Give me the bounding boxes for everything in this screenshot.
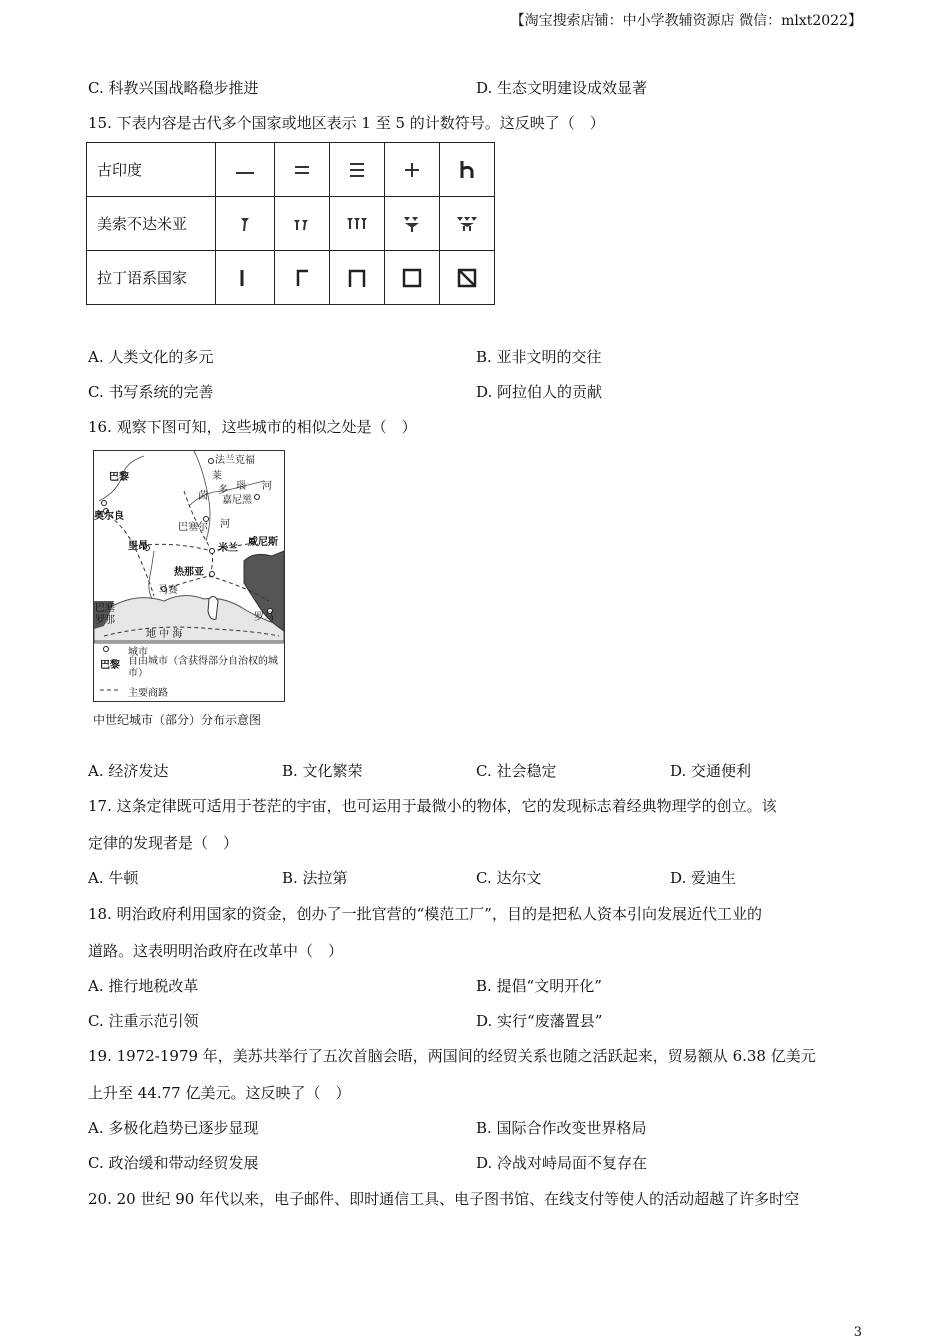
map-label-nao: 瑙 [236,481,246,492]
q16-option-d: D. 交通便利 [670,762,752,780]
row-label: 美索不达米亚 [87,197,216,251]
map-label-milan: 米兰 [218,543,238,554]
table-row [87,197,495,251]
q14-option-c: C. 科教兴国战略稳步推进 [88,79,259,97]
map-label-duo: 多 [218,485,228,496]
row-label: 拉丁语系国家 [87,251,216,305]
wedge-1-glyph [216,197,275,251]
q17-stem-line2: 定律的发现者是（ ） [88,834,239,852]
map-label-frankfurt: 法兰克福 [215,455,255,466]
q17-stem-line1: 17. 这条定律既可适用于苍茫的宇宙，也可运用于最微小的物体，它的发现标志着经典物理学的创立。该 [88,797,777,815]
q19-stem-line1: 19. 1972-1979 年，美苏共举行了五次首脑会晤，两国间的经贸关系也随之活跃起来，贸易额从 6.38 亿美元 [88,1047,816,1065]
legend-free-city-label: 自由城市（含获得部分自治权的城市） [128,656,278,679]
crossed-square-glyph [440,251,495,305]
map-label-rhine: 莱 [212,471,222,482]
map-label-orleans: 奥尔良 [94,511,124,522]
map-label-paris: 巴黎 [109,472,129,483]
q17-option-d: D. 爱迪生 [670,869,737,887]
map-label-regensburg: 嘉尼黑 [222,495,252,506]
q19-option-d: D. 冷战对峙局面不复存在 [476,1154,648,1172]
page-header: 【淘宝搜索店铺：中小学教辅资源店 微信：mlxt2022】 [510,13,862,29]
vertical-bar-glyph [216,251,275,305]
map-label-barcelona: 巴塞罗那 [95,603,115,626]
map-label-rome: 罗马 [254,612,274,623]
q19-stem-line2: 上升至 44.77 亿美元。这反映了（ ） [88,1084,351,1102]
q15-stem: 15. 下表内容是古代多个国家或地区表示 1 至 5 的计数符号。这反映了（ ） [88,114,605,132]
q15-option-b: B. 亚非文明的交往 [476,348,602,366]
q19-option-c: C. 政治缓和带动经贸发展 [88,1154,259,1172]
q16-option-a: A. 经济发达 [88,762,169,780]
q18-stem-line2: 道路。这表明明治政府在改革中（ ） [88,942,344,960]
wedge-4-glyph [385,197,440,251]
q16-stem: 16. 观察下图可知，这些城市的相似之处是（ ） [88,418,417,436]
q18-option-d: D. 实行“废藩置县” [476,1012,603,1030]
map-label-marseille: 马赛 [158,585,178,596]
legend-route-label: 主要商路 [128,688,168,699]
legend-free-sample: 巴黎 [100,660,120,671]
q16-option-c: C. 社会稳定 [476,762,557,780]
q14-option-d: D. 生态文明建设成效显著 [476,79,648,97]
arch-glyph [330,251,385,305]
map-label-genoa: 热那亚 [174,567,204,578]
q15-option-d: D. 阿拉伯人的贡献 [476,383,603,401]
q15-option-a: A. 人类文化的多元 [88,348,214,366]
table-row [87,143,495,197]
map-caption: 中世纪城市（部分）分布示意图 [93,713,262,727]
q18-option-c: C. 注重示范引领 [88,1012,199,1030]
q19-option-b: B. 国际合作改变世界格局 [476,1119,647,1137]
wedge-3-glyph [330,197,385,251]
map-label-basel: 巴塞尔 [178,522,208,533]
legend-city-label: 城市 [128,647,148,658]
wedge-2-glyph [275,197,330,251]
one-bar-glyph [216,143,275,197]
row-label: 古印度 [87,143,216,197]
map-label-lyon: 里昂 [128,541,148,552]
counting-symbols-table [86,142,495,305]
q19-option-a: A. 多极化趋势已逐步显现 [88,1119,259,1137]
q17-option-a: A. 牛顿 [88,869,139,887]
wedge-5-glyph [440,197,495,251]
q16-option-b: B. 文化繁荣 [282,762,363,780]
map-label-he1: 河 [262,481,272,492]
q20-stem-line1: 20. 20 世纪 90 年代以来，电子邮件、即时通信工具、电子图书馆、在线支付等使人的活动超越了许多时空 [88,1190,800,1208]
page-number: 3 [853,1325,862,1340]
map-label-venice: 威尼斯 [248,537,278,548]
three-bars-glyph [330,143,385,197]
q18-option-a: A. 推行地税改革 [88,977,199,995]
q17-option-c: C. 达尔文 [476,869,542,887]
q18-option-b: B. 提倡“文明开化” [476,977,602,995]
plus-glyph [385,143,440,197]
map-label-he2: 河 [220,519,230,530]
table-row [87,251,495,305]
two-bars-glyph [275,143,330,197]
h-glyph [440,143,495,197]
q18-stem-line1: 18. 明治政府利用国家的资金，创办了一批官营的“模范工厂”，目的是把私人资本引向发展近代工业的 [88,905,762,923]
medieval-cities-map [93,450,285,702]
square-glyph [385,251,440,305]
q17-option-b: B. 法拉第 [282,869,348,887]
q15-option-c: C. 书写系统的完善 [88,383,214,401]
map-label-yin: 茵 [198,491,208,502]
map-label-sea: 地 中 海 [146,629,183,640]
corner-glyph [275,251,330,305]
